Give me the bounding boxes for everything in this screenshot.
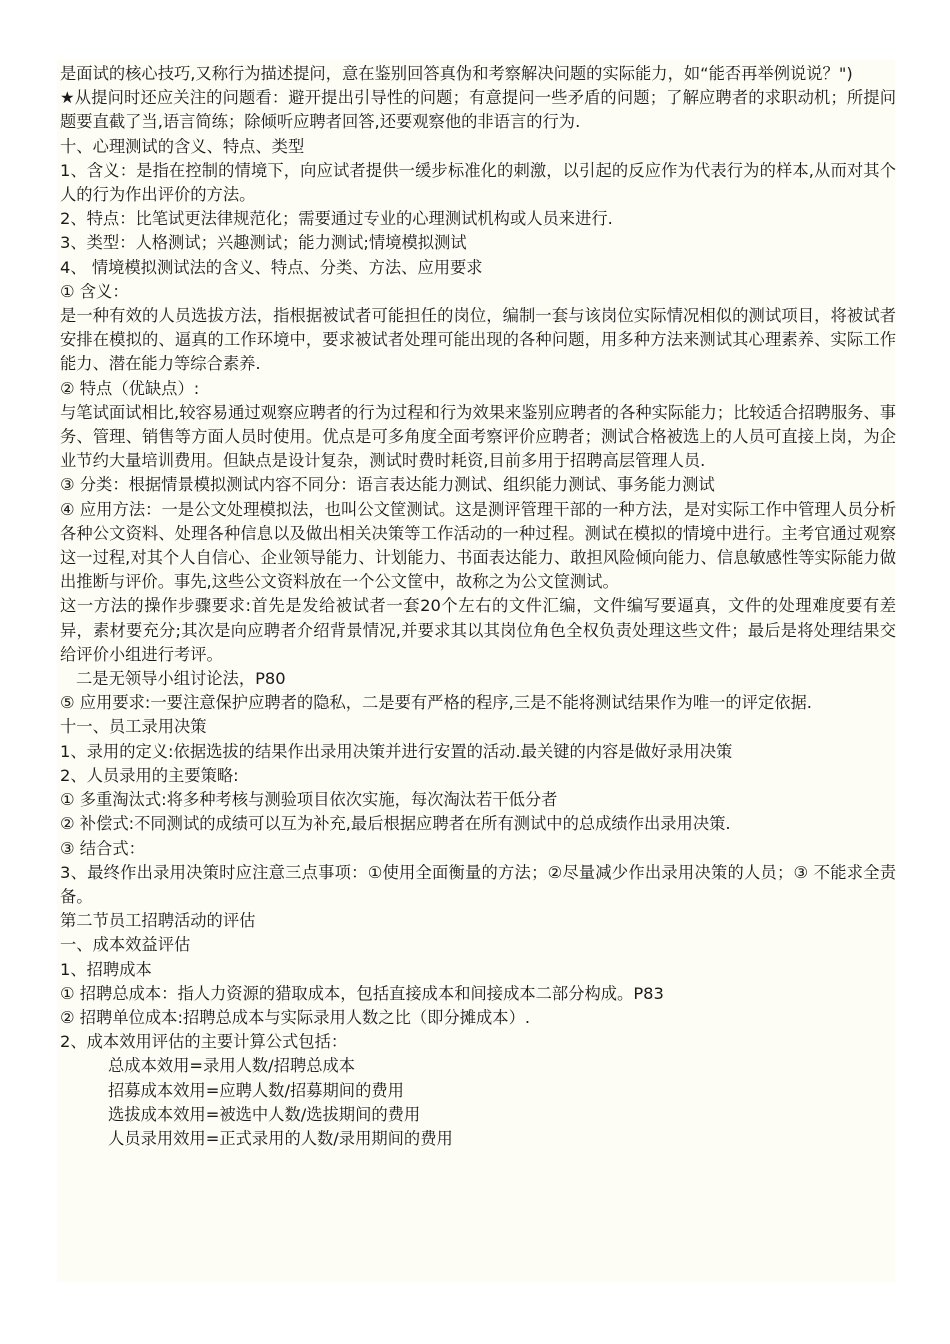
paragraph: ③ 结合式： [60,838,145,858]
paragraph: 1、招聘成本 [60,959,152,979]
paragraph: 与笔试面试相比,较容易通过观察应聘者的行为过程和行为效果来鉴别应聘者的各种实际能力；比较适合招聘服务、事务、管理、销售等方面人员时使用。优点是可多角度全面考察评价应聘者；测试合格被选上的人员可直接上岗，为企业节约大量培训费用。但缺点是设计复杂，测试时费时耗资,目前多用于招聘高层管理人员. [60,402,896,471]
paragraph: ② 补偿式:不同测试的成绩可以互为补充,最后根据应聘者在所有测试中的总成绩作出录用决策. [60,814,731,834]
paragraph: ① 招聘总成本：指人力资源的猎取成本，包括直接成本和间接成本二部分构成。P83 [60,983,664,1003]
paragraph: 1、含义：是指在控制的情境下，向应试者提供一缓步标准化的刺激，以引起的反应作为代表行为的样本,从而对其个人的行为作出评价的方法。 [60,160,896,205]
paragraph: ② 特点（优缺点）: [60,378,200,398]
document-body [60,62,896,1151]
paragraph: 2、特点：比笔试更法律规范化；需要通过专业的心理测试机构或人员来进行. [60,209,613,229]
paragraph: ④ 应用方法：一是公文处理模拟法，也叫公文筐测试。这是测评管理干部的一种方法，是对实际工作中管理人员分析各种公文资料、处理各种信息以及做出相关决策等工作活动的一种过程。测试在模拟的情境中进行。主考官通过观察这一过程,对其个人自信心、企业领导能力、计划能力、书面表达能力、敢担风险倾向能力、信息敏感性等实际能力做出推断与评价。事先,这些公文资料放在一个公文筐中，故称之为公文筐测试。 [60,499,896,592]
paragraph: ③ 分类：根据情景模拟测试内容不同分：语言表达能力测试、组织能力测试、事务能力测试 [60,475,715,495]
paragraph: 这一方法的操作步骤要求:首先是发给被试者一套20个左右的文件汇编，文件编写要逼真，文件的处理难度要有差异，素材要充分;其次是向应聘者介绍背景情况,并要求其以其岗位角色全权负责处理这些文件；最后是将处理结果交给评价小组进行考评。 [60,596,896,664]
formula-line: 总成本效用=录用人数/招聘总成本 [108,1056,356,1076]
paragraph: 1、录用的定义:依据选拔的结果作出录用决策并进行安置的活动.最关键的内容是做好录用决策 [60,741,733,761]
section-heading: 一、成本效益评估 [60,935,191,955]
paragraph: 3、类型：人格测试；兴趣测试；能力测试;情境模拟测试 [60,233,467,253]
section-heading: 十、心理测试的含义、特点、类型 [60,136,305,156]
formula-line: 选拔成本效用=被选中人数/选拔期间的费用 [108,1104,421,1124]
paragraph: 4、 情境模拟测试法的含义、特点、分类、方法、应用要求 [60,257,483,277]
paragraph: 二是无领导小组讨论法，P80 [76,669,286,689]
section-heading: 十一、员工录用决策 [60,717,207,737]
paragraph: ★从提问时还应关注的问题看：避开提出引导性的问题；有意提问一些矛盾的问题；了解应聘者的求职动机；所提问题要直截了当,语言简练；除倾听应聘者回答,还要观察他的非语言的行为. [60,88,896,132]
paragraph: 2、人员录用的主要策略: [60,765,239,785]
paragraph: ② 招聘单位成本:招聘总成本与实际录用人数之比（即分摊成本）. [60,1007,531,1027]
paragraph: ⑤ 应用要求:一要注意保护应聘者的隐私，二是要有严格的程序,三是不能将测试结果作为唯一的评定依据. [60,693,812,713]
paragraph: 3、最终作出录用决策时应注意三点事项：①使用全面衡量的方法；②尽量减少作出录用决策的人员；③ 不能求全责备。 [60,862,896,906]
paragraph: 2、成本效用评估的主要计算公式包括： [60,1032,348,1052]
paragraph: ① 含义： [60,281,129,301]
formula-line: 招募成本效用=应聘人数/招募期间的费用 [108,1080,404,1100]
formula-line: 人员录用效用=正式录用的人数/录用期间的费用 [108,1128,453,1148]
paragraph: 是一种有效的人员选拔方法，指根据被试者可能担任的岗位，编制一套与该岗位实际情况相似的测试项目，将被试者安排在模拟的、逼真的工作环境中，要求被试者处理可能出现的各种问题，用多种方法来测试其心理素养、实际工作能力、潜在能力等综合素养. [60,306,896,374]
section-heading: 第二节员工招聘活动的评估 [60,911,256,931]
paragraph: 是面试的核心技巧,又称行为描述提问，意在鉴别回答真伪和考察解决问题的实际能力，如“能否再举例说说？") [60,64,853,83]
paragraph: ① 多重淘汰式:将多种考核与测验项目依次实施，每次淘汰若干低分者 [60,790,558,810]
